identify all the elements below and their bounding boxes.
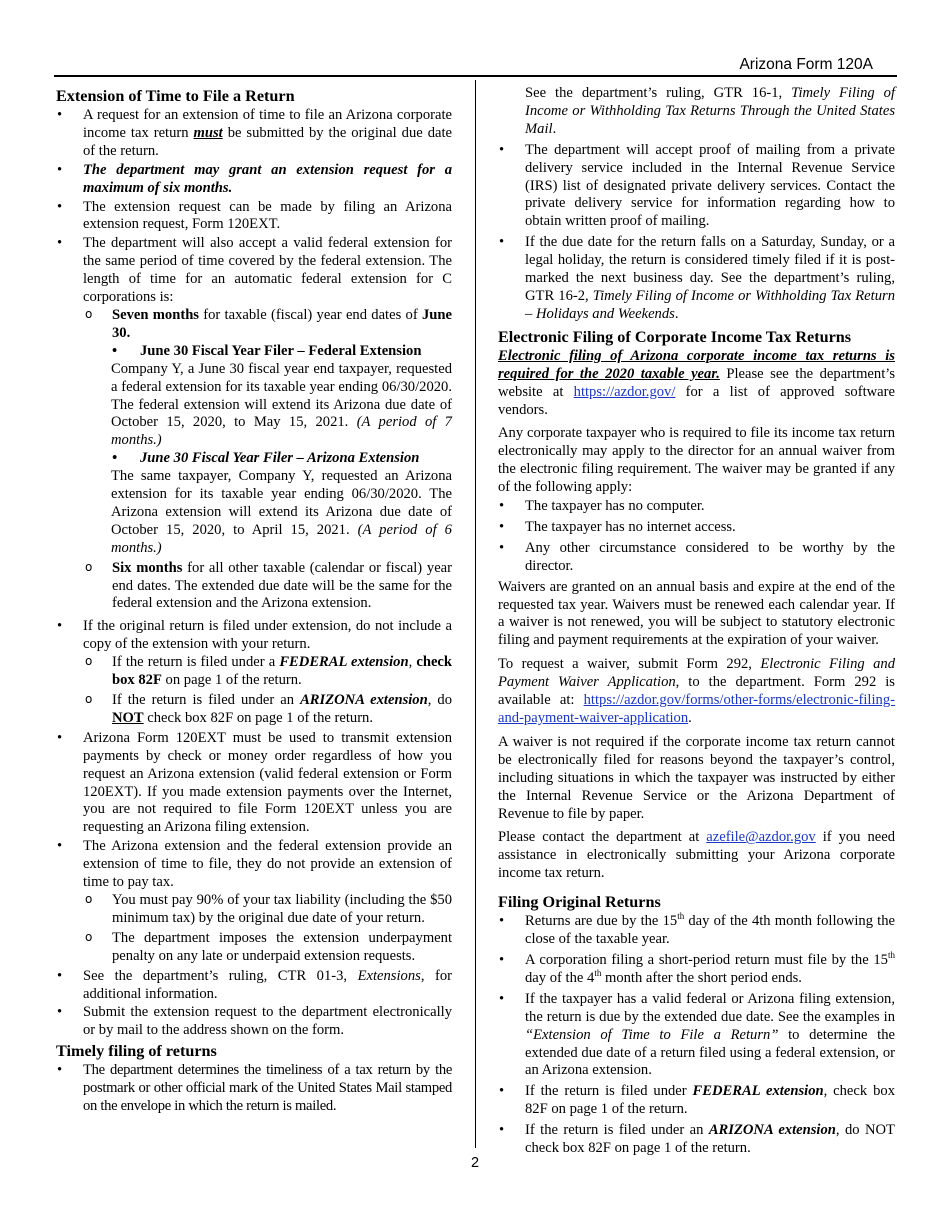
list-item: • If the original return is filed under extension, do not include a copy of the extension with your return. o If the return is filed under a FEDERAL extension, check box 82F on page 1 of the return. o If the return is filed under an ARIZONA extension, do NOT check box 82F on page 1 of the return.: [56, 618, 452, 727]
arizona-example-heading: • June 30 Fiscal Year Filer – Arizona Extension: [112, 450, 452, 468]
sub-item: o Six months for all other taxable (calendar or fiscal) year end dates. The extended due date will be the same for the federal extension and the Arizona extension.: [83, 560, 452, 614]
sub-list: [83, 307, 452, 613]
efile-paragraph: Electronic filing of Arizona corporate income tax returns is required for the 2020 taxable year. Please see the department’s website at https://azdor.gov/ for a list of approved software vendors.: [498, 347, 895, 418]
list-item: • If the return is filed under an ARIZONA extension, do NOT check box 82F on page 1 of the return.: [498, 1122, 895, 1158]
right-column: [498, 85, 895, 1159]
mailing-list: [498, 142, 895, 324]
annual-paragraph: Waivers are granted on an annual basis and expire at the end of the requested tax year. Waivers must be renewed each calendar year. If a waiver is not renewed, you will be subject to statutory electronic filing and payment requirements at the expiration of your waiver.: [498, 578, 895, 649]
timely-heading: Timely filing of returns: [56, 1042, 217, 1061]
list-item: • Submit the extension request to the department electronically or by mail to the address shown on the form.: [56, 1004, 452, 1040]
sub-item: o If the return is filed under an ARIZONA extension, do NOT check box 82F on page 1 of the return.: [83, 692, 452, 728]
list-item: • Any other circumstance considered to be worthy by the director.: [498, 540, 895, 576]
sub-item: o You must pay 90% of your tax liability (including the $50 minimum tax) by the original due date of your return.: [83, 892, 452, 928]
list-item: • A request for an extension of time to file an Arizona corporate income tax return must be submitted by the original due date of the return.: [56, 107, 452, 161]
list-item: • Returns are due by the 15th day of the 4th month following the close of the taxable year.: [498, 913, 895, 949]
extension-heading: Extension of Time to File a Return: [56, 87, 295, 105]
header-rule: [54, 75, 897, 77]
sub-item: o If the return is filed under a FEDERAL extension, check box 82F on page 1 of the return.: [83, 654, 452, 690]
sub-list: [83, 892, 452, 966]
list-item: • The department may grant an extension request for a maximum of six months.: [56, 162, 452, 198]
left-column: [56, 85, 452, 1117]
list-item: • The Arizona extension and the federal extension provide an extension of time to file, they do not provide an extension of time to pay tax. o You must pay 90% of your tax liability (including the $50 minimum tax) by the original due date of your return. o The department imposes the extension underpayment penalty on any late or underpaid extension requests.: [56, 838, 452, 965]
list-item: • The department will accept proof of mailing from a private delivery service included in the Internal Revenue Service (IRS) list of designated private delivery services. Contact the private delivery service for information regarding how to obtain written proof of mailing.: [498, 142, 895, 232]
list-item: • If the taxpayer has a valid federal or Arizona filing extension, the return is due by the extended due date. See the examples in “Extension of Time to File a Return” to determine the extended due date of a return filed using a federal extension, or an Arizona extension.: [498, 991, 895, 1081]
sub-item: o The department imposes the extension underpayment penalty on any late or underpaid extension requests.: [83, 930, 452, 966]
sub-item: o Seven months for taxable (fiscal) year end dates of June 30. • June 30 Fiscal Year Filer – Federal Extension Company Y, a June 30 fiscal year end taxpayer, requested a federal extension for its taxable year ending 06/30/2020. The federal extension will extend its Arizona due date of October 15, 2020, to May 15, 2021. (A period of 7 months.) • June 30 Fiscal Year Filer – Arizona Extension The same taxpayer, Company Y, requested an Arizona extension for its taxable year ending 06/30/2020. The Arizona extension will extend its Arizona due date of October 15, 2020, to April 15, 2021. (A period of 6 months.): [83, 307, 452, 558]
page-number: 2: [470, 1155, 480, 1171]
form-title: Arizona Form 120A: [739, 56, 873, 73]
not-required-paragraph: A waiver is not required if the corporate income tax return cannot be electronically filed for reasons beyond the taxpayer’s control, including situations in which the taxpayer was instructed by either the Internal Revenue Service or the Arizona Department of Revenue to file by paper.: [498, 733, 895, 822]
list-item: • If the due date for the return falls on a Saturday, Sunday, or a legal holiday, the return is considered timely filed if it is post-marked the next business day. See the department’s ruling, GTR 16-2, Timely Filing of Income or Withholding Tax Return – Holidays and Weekends.: [498, 234, 895, 324]
timely-list: [56, 1062, 452, 1116]
email-link[interactable]: azefile@azdor.gov: [706, 829, 816, 846]
list-item: • See the department’s ruling, CTR 01-3, Extensions, for additional information.: [56, 968, 452, 1004]
federal-example-heading: • June 30 Fiscal Year Filer – Federal Extension: [112, 343, 452, 361]
arizona-example-text: The same taxpayer, Company Y, requested an Arizona extension for its taxable year ending 06/30/2020. The Arizona extension will extend its Arizona due date of October 15, 2020, to April 15, 2021. (A period of 6 months.): [111, 468, 452, 556]
list-item: • Arizona Form 120EXT must be used to transmit extension payments by check or money order regardless of how you request an Arizona extension (valid federal extension or Form 120EXT). If you made extension payments over the Internet, you are not required to file Form 120EXT unless you are requesting an Arizona filing extension.: [56, 730, 452, 837]
list-item: • A corporation filing a short-period return must file by the 15th day of the 4th month after the short period ends.: [498, 952, 895, 988]
ruling-continuation: See the department’s ruling, GTR 16-1, Timely Filing of Income or Withholding Tax Returns Through the United States Mail.: [525, 85, 895, 137]
request-paragraph: To request a waiver, submit Form 292, Electronic Filing and Payment Waiver Application, to the department. Form 292 is available at: https://azdor.gov/forms/other-forms/electronic-filing-and-payment-waiver-application.: [498, 656, 895, 726]
federal-example-text: Company Y, a June 30 fiscal year end taxpayer, requested a federal extension for its taxable year ending 06/30/2020. The federal extension will extend its Arizona due date of October 15, 2020, to May 15, 2021. (A period of 7 months.): [111, 360, 452, 449]
list-item: • The department will also accept a valid federal extension for the same period of time covered by the federal extension. The length of time for an automatic federal extension for C corporations is: o Seven months for taxable (fiscal) year end dates of June 30. • June 30 Fiscal Year Filer – Federal Extension Company Y, a June 30 fiscal year end taxpayer, requested a federal extension for its taxable year ending 06/30/2020. The federal extension will extend its Arizona due date of October 15, 2020, to May 15, 2021. (A period of 7 months.) • June 30 Fiscal Year Filer – Arizona Extension The same taxpayer, Company Y, requested an Arizona extension for its taxable year ending 06/30/2020. The Arizona extension will extend its Arizona due date of October 15, 2020, to April 15, 2021. (A period of 6 months.) o Six months for all other taxable (calendar or fiscal) year end dates. The extended due date will be the same for the federal extension and the Arizona extension.: [56, 235, 452, 613]
list-item: • The extension request can be made by filing an Arizona extension request, Form 120EXT.: [56, 199, 452, 235]
list-item: • The department determines the timeliness of a tax return by the postmark or other official mark of the United States Mail stamped on the envelope in which the return is mailed.: [56, 1062, 452, 1116]
waiver-paragraph: Any corporate taxpayer who is required to file its income tax return electronically may apply to the director for an annual waiver from the electronic filing requirement. The waiver may be granted if any of the following apply:: [498, 425, 895, 496]
list-item: • The taxpayer has no computer.: [498, 498, 895, 516]
list-item: • The taxpayer has no internet access.: [498, 519, 895, 537]
column-divider: [475, 80, 476, 1148]
efile-heading: Electronic Filing of Corporate Income Tax Returns: [498, 327, 852, 346]
waiver-form-link[interactable]: https://azdor.gov/forms/other-forms/electronic-filing-and-payment-waiver-application: [498, 692, 895, 726]
waiver-conditions: [498, 498, 895, 576]
original-returns-list: [498, 913, 895, 1158]
azdor-link[interactable]: https://azdor.gov/: [573, 383, 676, 400]
sub-list: [83, 654, 452, 728]
list-item: • If the return is filed under FEDERAL extension, check box 82F on page 1 of the return.: [498, 1083, 895, 1119]
original-returns-heading: Filing Original Returns: [498, 893, 661, 912]
contact-paragraph: Please contact the department at azefile@azdor.gov if you need assistance in electronically submitting your Arizona corporate income tax return.: [498, 829, 895, 882]
extension-list: [56, 107, 452, 1040]
